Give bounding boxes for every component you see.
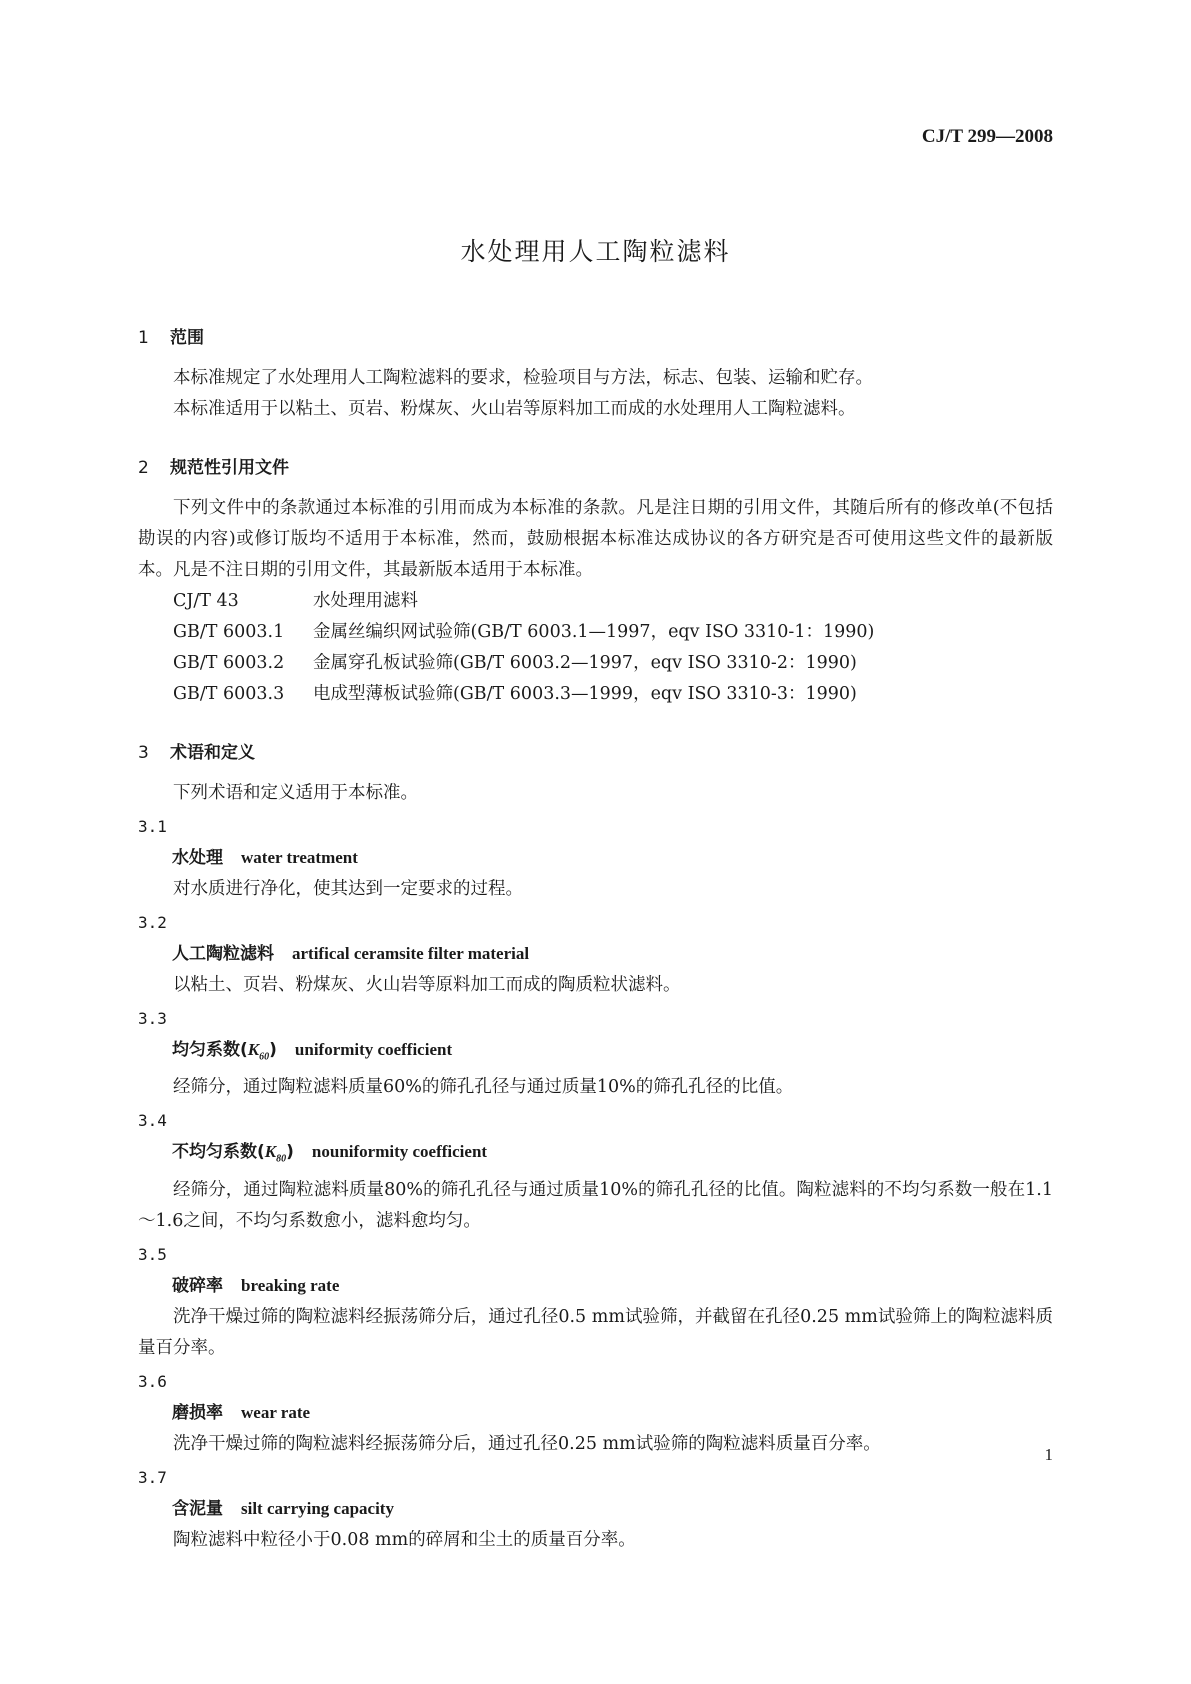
- term-cn: 不均匀系数(: [172, 1142, 265, 1163]
- page-number: 1: [1044, 1445, 1053, 1464]
- term-heading: [138, 1136, 1053, 1174]
- term-number: 3.4: [138, 1111, 167, 1131]
- term-heading: [138, 1397, 1053, 1429]
- section-number: 3: [138, 743, 149, 763]
- symbol-subscript: 60: [259, 1051, 270, 1063]
- term-number: 3.5: [138, 1244, 167, 1264]
- term-en: nouniformity coefficient: [311, 1142, 488, 1162]
- reference-code: GB/T 6003.2: [173, 653, 285, 673]
- term-symbol: [247, 1040, 270, 1063]
- reference-item: [138, 679, 1053, 710]
- term-cn: 磨损率: [172, 1402, 223, 1423]
- term-definition: 洗净干燥过筛的陶粒滤料经振荡筛分后，通过孔径0.25 mm试验筛的陶粒滤料质量百分率。: [173, 1433, 881, 1454]
- section-title: 术语和定义: [170, 743, 255, 763]
- term-definition: 经筛分，通过陶粒滤料质量80%的筛孔孔径与通过质量10%的筛孔孔径的比值。陶粒滤料的不均匀系数一般在1.1～1.6之间，不均匀系数愈小，滤料愈均匀。: [138, 1179, 1053, 1231]
- term-cn: 均匀系数(: [172, 1040, 248, 1060]
- term-definition: 对水质进行净化，使其达到一定要求的过程。: [173, 879, 523, 899]
- section-3-heading: [138, 740, 1053, 766]
- reference-item: [138, 617, 1053, 648]
- term-heading: [138, 842, 1053, 874]
- term-cn: 含泥量: [172, 1498, 223, 1519]
- term-en: uniformity coefficient: [294, 1040, 453, 1059]
- term-cn: 水处理: [172, 848, 223, 868]
- reference-title: 电成型薄板试验筛(GB/T 6003.3—1999，eqv ISO 3310-3：1990): [313, 684, 857, 704]
- section-2-heading: [138, 455, 1053, 481]
- paragraph: 本标准规定了水处理用人工陶粒滤料的要求，检验项目与方法，标志、包装、运输和贮存。: [173, 368, 873, 388]
- reference-title: 金属穿孔板试验筛(GB/T 6003.2—1997，eqv ISO 3310-2：1990): [313, 653, 857, 673]
- symbol-subscript: 80: [276, 1153, 287, 1165]
- term-en: artifical ceramsite filter material: [292, 944, 530, 963]
- term-heading: [138, 938, 1053, 970]
- document-title: 水处理用人工陶粒滤料: [460, 237, 731, 266]
- section-number: 2: [138, 458, 149, 478]
- term-cn: 人工陶粒滤料: [172, 944, 274, 964]
- section-1-heading: [138, 325, 1053, 351]
- term-definition: 陶粒滤料中粒径小于0.08 mm的碎屑和尘土的质量百分率。: [173, 1529, 636, 1550]
- term-en: wear rate: [241, 1402, 311, 1422]
- term-en: breaking rate: [241, 1275, 340, 1295]
- term-cn-close: ): [286, 1142, 294, 1163]
- term-definition: 以粘土、页岩、粉煤灰、火山岩等原料加工而成的陶质粒状滤料。: [173, 975, 681, 995]
- term-heading: [138, 1270, 1053, 1302]
- term-symbol: [264, 1142, 287, 1165]
- reference-title: 金属丝编织网试验筛(GB/T 6003.1—1997，eqv ISO 3310-1：1990): [313, 622, 875, 642]
- reference-item: [138, 648, 1053, 679]
- section-title: 范围: [170, 328, 204, 348]
- paragraph: 本标准适用于以粘土、页岩、粉煤灰、火山岩等原料加工而成的水处理用人工陶粒滤料。: [173, 399, 856, 419]
- reference-code: GB/T 6003.1: [173, 622, 285, 642]
- term-heading: [138, 1034, 1053, 1072]
- term-cn-close: ): [269, 1040, 277, 1060]
- document-body: [138, 325, 1053, 1556]
- term-number: 3.7: [138, 1467, 167, 1487]
- term-definition: 经筛分，通过陶粒滤料质量60%的筛孔孔径与通过质量10%的筛孔孔径的比值。: [173, 1077, 794, 1098]
- term-number: 3.6: [138, 1371, 167, 1391]
- reference-title: 水处理用滤料: [313, 591, 418, 611]
- term-heading: [138, 1493, 1053, 1525]
- symbol-letter: K: [247, 1040, 260, 1059]
- standard-code: CJ/T 299—2008: [921, 126, 1053, 147]
- paragraph: 下列文件中的条款通过本标准的引用而成为本标准的条款。凡是注日期的引用文件，其随后所有的修改单(不包括勘误的内容)或修订版均不适用于本标准，然而，鼓励根据本标准达成协议的各方研究是否可使用这些文件的最新版本。凡是不注日期的引用文件，其最新版本适用于本标准。: [138, 498, 1053, 580]
- paragraph: 下列术语和定义适用于本标准。: [173, 783, 418, 803]
- term-number: 3.3: [138, 1009, 167, 1028]
- term-en: silt carrying capacity: [241, 1498, 394, 1518]
- term-en: water treatment: [241, 848, 358, 867]
- symbol-letter: K: [264, 1142, 277, 1162]
- reference-item: [138, 586, 1053, 617]
- section-title: 规范性引用文件: [170, 458, 289, 478]
- term-number: 3.1: [138, 817, 167, 836]
- term-cn: 破碎率: [172, 1275, 223, 1296]
- term-definition: 洗净干燥过筛的陶粒滤料经振荡筛分后，通过孔径0.5 mm试验筛，并截留在孔径0.25 mm试验筛上的陶粒滤料质量百分率。: [138, 1306, 1053, 1358]
- term-number: 3.2: [138, 913, 167, 932]
- reference-code: CJ/T 43: [173, 591, 239, 611]
- reference-code: GB/T 6003.3: [173, 684, 285, 704]
- section-number: 1: [138, 328, 149, 348]
